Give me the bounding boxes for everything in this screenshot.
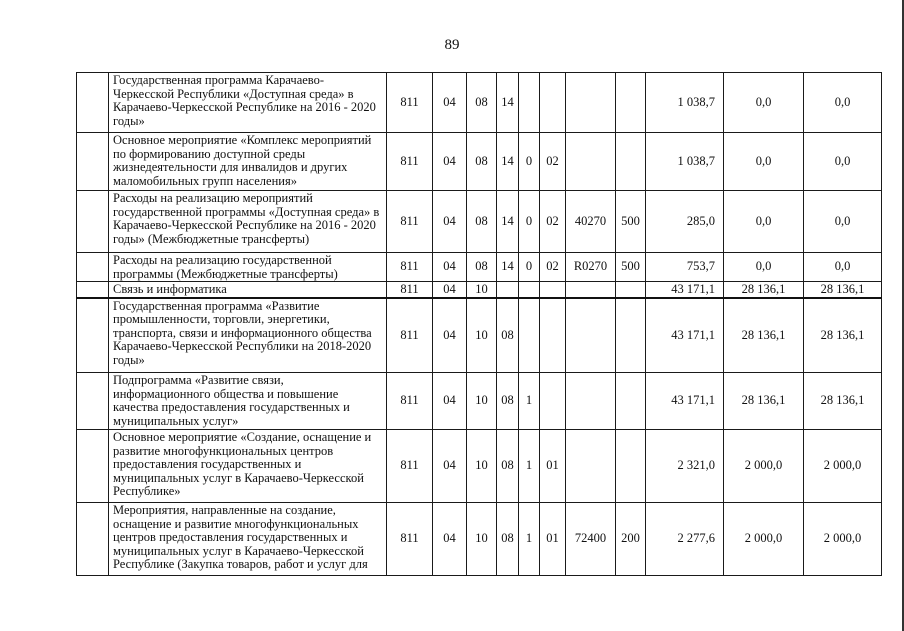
- page-number: 89: [444, 37, 460, 53]
- amount-year-1: 43 171,1: [646, 373, 724, 430]
- subsection-code: 08: [467, 133, 497, 191]
- amount-year-3: 0,0: [804, 253, 882, 282]
- table-row: [77, 430, 882, 503]
- empty-cell: [77, 133, 109, 191]
- target-subprogram-code: [519, 282, 540, 298]
- table-row: [77, 282, 882, 298]
- target-program-code: 14: [497, 191, 519, 253]
- amount-year-1: 43 171,1: [646, 298, 724, 373]
- section-code: 04: [433, 133, 467, 191]
- expense-type-code: [616, 430, 646, 503]
- table-row: [77, 253, 882, 282]
- subsection-code: 08: [467, 191, 497, 253]
- target-direction-code: 72400: [566, 503, 616, 576]
- amount-year-2: 0,0: [724, 253, 804, 282]
- item-name: Связь и информатика: [109, 282, 387, 298]
- target-direction-code: R0270: [566, 253, 616, 282]
- target-measure-code: 02: [540, 253, 566, 282]
- ved-code: 811: [387, 133, 433, 191]
- item-name: Мероприятия, направленные на создание, оснащение и развитие многофункциональных центров предоставления государственных и муниципальных услуг в Карачаево-Черкесской Республике (Закупка товаров, работ и услуг для: [109, 503, 387, 576]
- target-program-code: 14: [497, 133, 519, 191]
- target-program-code: 08: [497, 503, 519, 576]
- table-row: [77, 373, 882, 430]
- empty-cell: [77, 191, 109, 253]
- target-program-code: 08: [497, 298, 519, 373]
- budget-table: [76, 72, 882, 576]
- empty-cell: [77, 373, 109, 430]
- amount-year-1: 43 171,1: [646, 282, 724, 298]
- ved-code: 811: [387, 503, 433, 576]
- target-subprogram-code: 0: [519, 191, 540, 253]
- empty-cell: [77, 503, 109, 576]
- ved-code: 811: [387, 373, 433, 430]
- empty-cell: [77, 282, 109, 298]
- item-name: Подпрограмма «Развитие связи, информационного общества и повышение качества предоставления государственных и муниципальных услуг»: [109, 373, 387, 430]
- subsection-code: 10: [467, 373, 497, 430]
- target-program-code: [497, 282, 519, 298]
- target-direction-code: [566, 282, 616, 298]
- amount-year-2: 0,0: [724, 133, 804, 191]
- ved-code: 811: [387, 430, 433, 503]
- target-program-code: 14: [497, 253, 519, 282]
- amount-year-1: 285,0: [646, 191, 724, 253]
- target-subprogram-code: 0: [519, 133, 540, 191]
- amount-year-1: 2 321,0: [646, 430, 724, 503]
- expense-type-code: 200: [616, 503, 646, 576]
- ved-code: 811: [387, 73, 433, 133]
- section-code: 04: [433, 298, 467, 373]
- subsection-code: 10: [467, 430, 497, 503]
- amount-year-2: 28 136,1: [724, 282, 804, 298]
- subsection-code: 10: [467, 298, 497, 373]
- amount-year-2: 28 136,1: [724, 298, 804, 373]
- amount-year-3: 0,0: [804, 191, 882, 253]
- amount-year-3: 2 000,0: [804, 503, 882, 576]
- empty-cell: [77, 253, 109, 282]
- target-direction-code: [566, 73, 616, 133]
- target-measure-code: [540, 373, 566, 430]
- amount-year-2: 0,0: [724, 191, 804, 253]
- expense-type-code: [616, 298, 646, 373]
- expense-type-code: [616, 73, 646, 133]
- target-program-code: 08: [497, 430, 519, 503]
- subsection-code: 10: [467, 282, 497, 298]
- subsection-code: 08: [467, 253, 497, 282]
- section-code: 04: [433, 503, 467, 576]
- ved-code: 811: [387, 253, 433, 282]
- target-measure-code: 01: [540, 503, 566, 576]
- table-row: [77, 191, 882, 253]
- amount-year-3: 28 136,1: [804, 282, 882, 298]
- ved-code: 811: [387, 282, 433, 298]
- expense-type-code: [616, 282, 646, 298]
- amount-year-1: 1 038,7: [646, 73, 724, 133]
- target-subprogram-code: 1: [519, 430, 540, 503]
- amount-year-1: 1 038,7: [646, 133, 724, 191]
- section-code: 04: [433, 282, 467, 298]
- target-measure-code: 01: [540, 430, 566, 503]
- target-program-code: 14: [497, 73, 519, 133]
- amount-year-2: 2 000,0: [724, 430, 804, 503]
- target-measure-code: 02: [540, 191, 566, 253]
- amount-year-2: 0,0: [724, 73, 804, 133]
- section-code: 04: [433, 253, 467, 282]
- target-measure-code: 02: [540, 133, 566, 191]
- empty-cell: [77, 430, 109, 503]
- empty-cell: [77, 73, 109, 133]
- target-direction-code: [566, 430, 616, 503]
- target-direction-code: 40270: [566, 191, 616, 253]
- target-direction-code: [566, 133, 616, 191]
- amount-year-3: 0,0: [804, 73, 882, 133]
- target-program-code: 08: [497, 373, 519, 430]
- budget-table-body: [77, 73, 882, 576]
- table-row: [77, 298, 882, 373]
- target-direction-code: [566, 298, 616, 373]
- section-code: 04: [433, 430, 467, 503]
- amount-year-3: 28 136,1: [804, 373, 882, 430]
- amount-year-3: 0,0: [804, 133, 882, 191]
- empty-cell: [77, 298, 109, 373]
- target-subprogram-code: [519, 298, 540, 373]
- table-row: [77, 133, 882, 191]
- expense-type-code: 500: [616, 253, 646, 282]
- amount-year-3: 28 136,1: [804, 298, 882, 373]
- item-name: Государственная программа «Развитие промышленности, торговли, энергетики, транспорта, связи и информационного общества Карачаево-Черкесской Республики на 2018-2020 годы»: [109, 298, 387, 373]
- table-row: [77, 503, 882, 576]
- amount-year-1: 2 277,6: [646, 503, 724, 576]
- amount-year-2: 2 000,0: [724, 503, 804, 576]
- target-subprogram-code: 1: [519, 503, 540, 576]
- expense-type-code: [616, 373, 646, 430]
- target-measure-code: [540, 298, 566, 373]
- expense-type-code: [616, 133, 646, 191]
- item-name: Государственная программа Карачаево-Черкесской Республики «Доступная среда» в Карачаево-Черкесской Республике на 2016 - 2020 годы»: [109, 73, 387, 133]
- amount-year-1: 753,7: [646, 253, 724, 282]
- item-name: Расходы на реализацию государственной программы (Межбюджетные трансферты): [109, 253, 387, 282]
- item-name: Основное мероприятие «Создание, оснащение и развитие многофункциональных центров предоставления государственных и муниципальных услуг в Карачаево-Черкесской Республике»: [109, 430, 387, 503]
- amount-year-3: 2 000,0: [804, 430, 882, 503]
- subsection-code: 08: [467, 73, 497, 133]
- target-subprogram-code: 0: [519, 253, 540, 282]
- item-name: Расходы на реализацию мероприятий государственной программы «Доступная среда» в Карачаево-Черкесской Республике на 2016 - 2020 годы» (Межбюджетные трансферты): [109, 191, 387, 253]
- expense-type-code: 500: [616, 191, 646, 253]
- target-measure-code: [540, 282, 566, 298]
- section-code: 04: [433, 373, 467, 430]
- subsection-code: 10: [467, 503, 497, 576]
- target-subprogram-code: 1: [519, 373, 540, 430]
- target-subprogram-code: [519, 73, 540, 133]
- item-name: Основное мероприятие «Комплекс мероприятий по формированию доступной среды жизнедеятельности для инвалидов и других маломобильных групп населения»: [109, 133, 387, 191]
- ved-code: 811: [387, 191, 433, 253]
- section-code: 04: [433, 73, 467, 133]
- ved-code: 811: [387, 298, 433, 373]
- amount-year-2: 28 136,1: [724, 373, 804, 430]
- table-row: [77, 73, 882, 133]
- target-measure-code: [540, 73, 566, 133]
- section-code: 04: [433, 191, 467, 253]
- target-direction-code: [566, 373, 616, 430]
